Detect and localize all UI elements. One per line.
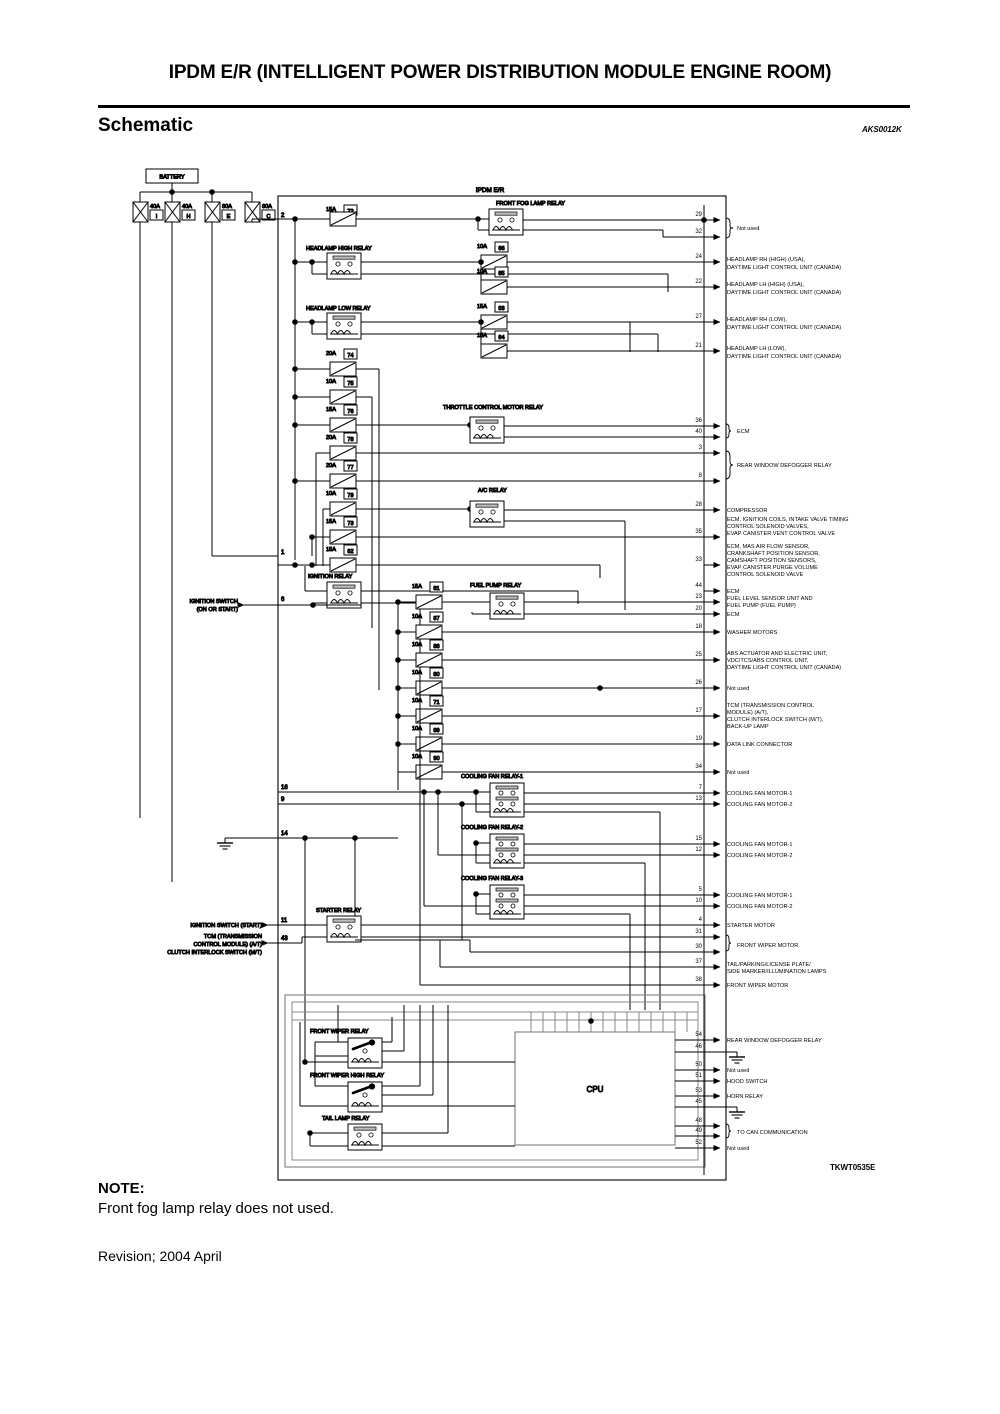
- output-label: COOLING FAN MOTOR-2: [727, 904, 793, 910]
- relay-label: HEADLAMP LOW RELAY: [306, 306, 371, 312]
- fuse-id: 73: [347, 521, 354, 527]
- output-label: CONTROL SOLENOID VALVES,: [727, 524, 809, 530]
- fuse-id: 78: [347, 437, 354, 443]
- pin-number: 20: [695, 606, 702, 612]
- fuse-id: 80: [433, 672, 440, 678]
- pin-number: 35: [695, 529, 702, 535]
- output-label: MODULE) (A/T),: [727, 710, 769, 716]
- pin-number: 8: [698, 473, 702, 479]
- output-label: TO CAN COMMUNICATION: [737, 1130, 808, 1136]
- fuse-rating: 20A: [326, 351, 336, 357]
- fuse-id: 74: [347, 353, 354, 359]
- output-label: DAYTIME LIGHT CONTROL UNIT (CANADA): [727, 325, 842, 331]
- fuse-rating: 10A: [412, 754, 422, 760]
- fuse-id: 82: [347, 549, 354, 555]
- output-label: Not used: [727, 770, 750, 776]
- pin-number: 33: [695, 557, 702, 563]
- output-label: CAMSHAFT POSITION SENSORS,: [727, 558, 817, 564]
- fuse-id: 83: [498, 306, 505, 312]
- fusible-link-rating: 80A: [262, 204, 272, 210]
- output-label: ECM: [727, 589, 740, 595]
- relay-label: FRONT FOG LAMP RELAY: [496, 201, 566, 207]
- output-label: EVAP CANISTER VENT CONTROL VALVE: [727, 531, 836, 537]
- input-label: IGNITION SWITCH: [189, 599, 238, 605]
- pin-number: 14: [281, 831, 288, 837]
- fusible-link-id: H: [186, 214, 191, 220]
- output-label: EVAP CANISTER PURGE VOLUME: [727, 565, 818, 571]
- pin-number: 9: [281, 797, 285, 803]
- fuse-rating: 15A: [412, 584, 422, 590]
- output-label: COOLING FAN MOTOR-1: [727, 842, 793, 848]
- relay-label: A/C RELAY: [478, 488, 507, 494]
- fuse-rating: 15A: [326, 547, 336, 553]
- output-label: COOLING FAN MOTOR-1: [727, 791, 793, 797]
- input-label: CLUTCH INTERLOCK SWITCH (M/T): [167, 950, 262, 956]
- output-label: DAYTIME LIGHT CONTROL UNIT (CANADA): [727, 290, 842, 296]
- output-label: HORN RELAY: [727, 1094, 763, 1100]
- fuse-id: 84: [498, 335, 505, 341]
- note-text: Front fog lamp relay does not used.: [98, 1200, 334, 1217]
- pin-number: 43: [281, 936, 288, 942]
- output-label: Not used: [727, 1068, 750, 1074]
- fuse-id: 81: [433, 586, 440, 592]
- output-label: CRANKSHAFT POSITION SENSOR,: [727, 551, 820, 557]
- pin-number: 36: [695, 418, 702, 424]
- relay-label: FUEL PUMP RELAY: [470, 583, 522, 589]
- output-label: DAYTIME LIGHT CONTROL UNIT (CANADA): [727, 354, 842, 360]
- input-label: (ON OR START): [196, 607, 238, 613]
- fusible-link-id: C: [266, 214, 271, 220]
- page-title: IPDM E/R (INTELLIGENT POWER DISTRIBUTION MODULE ENGINE ROOM): [168, 62, 832, 83]
- pin-number: 19: [695, 736, 702, 742]
- fusible-link-id: I: [155, 214, 158, 220]
- relay-label: STARTER RELAY: [316, 908, 362, 914]
- cpu-label: CPU: [586, 1085, 604, 1094]
- fuse-rating: 10A: [326, 379, 336, 385]
- pin-number: 51: [695, 1073, 702, 1079]
- pin-number: 52: [695, 1140, 702, 1146]
- output-label: ECM, IGNITION COILS, INTAKE VALVE TIMING: [727, 517, 849, 523]
- output-label: TCM (TRANSMISSION CONTROL: [727, 703, 815, 709]
- relay-label: FRONT WIPER HIGH RELAY: [310, 1073, 385, 1079]
- fuse-rating: 10A: [412, 614, 422, 620]
- fuse-rating: 15A: [326, 407, 336, 413]
- fuse-rating: 10A: [477, 244, 487, 250]
- battery-label: BATTERY: [159, 174, 185, 181]
- note-label: NOTE:: [98, 1180, 145, 1197]
- relay-label: HEADLAMP HIGH RELAY: [306, 246, 372, 252]
- fuse-id: 85: [498, 271, 505, 277]
- fuse-id: 75: [347, 381, 354, 387]
- output-label: FRONT WIPER MOTOR: [727, 983, 789, 989]
- relay-label: COOLING FAN RELAY-2: [461, 825, 524, 831]
- pin-number: 31: [695, 929, 702, 935]
- pin-number: 16: [281, 785, 288, 791]
- section-title: Schematic: [98, 115, 194, 136]
- fusible-link-rating: 40A: [182, 204, 192, 210]
- pin-number: 30: [695, 944, 702, 950]
- output-label: FUEL LEVEL SENSOR UNIT AND: [727, 596, 813, 602]
- pin-number: 22: [695, 279, 702, 285]
- relay-label: FRONT WIPER RELAY: [310, 1029, 369, 1035]
- input-label: IGNITION SWITCH (START): [190, 923, 262, 929]
- pin-number: 40: [695, 429, 702, 435]
- output-label: HEADLAMP LH (LOW),: [727, 346, 786, 352]
- pin-number: 13: [695, 796, 702, 802]
- pin-number: 44: [695, 583, 702, 589]
- output-label: FUEL PUMP (FUEL PUMP): [727, 603, 796, 609]
- output-label: SIDE MARKER/ILLUMINATION LAMPS: [727, 969, 827, 975]
- pin-number: 7: [698, 785, 702, 791]
- pin-number: 21: [695, 343, 702, 349]
- pin-number: 3: [698, 445, 702, 451]
- pin-number: 37: [695, 959, 702, 965]
- output-label: REAR WINDOW DEFOGGER RELAY: [727, 1038, 822, 1044]
- pin-number: 28: [695, 502, 702, 508]
- output-label: ABS ACTUATOR AND ELECTRIC UNIT,: [727, 651, 828, 657]
- output-label: VDC/TCS/ABS CONTROL UNIT,: [727, 658, 809, 664]
- ipdm-label: IPDM E/R: [475, 187, 505, 194]
- output-label: COOLING FAN MOTOR-1: [727, 893, 793, 899]
- relay-label: COOLING FAN RELAY-3: [461, 876, 524, 882]
- pin-number: 49: [695, 1128, 702, 1134]
- input-label: TCM (TRANSMISSION: [203, 934, 262, 940]
- fuse-rating: 15A: [326, 519, 336, 525]
- output-label: DAYTIME LIGHT CONTROL UNIT (CANADA): [727, 265, 842, 271]
- output-label: WASHER MOTORS: [727, 630, 778, 636]
- output-label: Not used: [727, 1146, 750, 1152]
- output-label: COMPRESSOR: [727, 508, 768, 514]
- fuse-id: 71: [433, 700, 440, 706]
- pin-number: 2: [281, 213, 285, 219]
- fuse-rating: 10A: [412, 642, 422, 648]
- pin-number: 5: [698, 887, 702, 893]
- fuse-id: 89: [433, 728, 440, 734]
- output-label: ECM, MAS AIR FLOW SENSOR,: [727, 544, 810, 550]
- fuse-id: 90: [433, 756, 440, 762]
- output-label: HOOD SWITCH: [727, 1079, 768, 1085]
- fuse-id: 76: [347, 409, 354, 415]
- output-label: HEADLAMP RH (LOW),: [727, 317, 787, 323]
- section-code: AKS0012K: [862, 125, 902, 134]
- pin-number: 32: [695, 229, 702, 235]
- pin-number: 18: [695, 624, 702, 630]
- output-label: Not used: [737, 226, 760, 232]
- fuse-rating: 15A: [477, 333, 487, 339]
- fuse-id: 77: [347, 465, 354, 471]
- output-label: CLUTCH INTERLOCK SWITCH (M/T),: [727, 717, 824, 723]
- fuse-rating: 20A: [326, 435, 336, 441]
- output-label: HEADLAMP LH (HIGH) (USA),: [727, 282, 804, 288]
- pin-number: 4: [698, 917, 702, 923]
- relay-label: THROTTLE CONTROL MOTOR RELAY: [443, 405, 543, 411]
- pin-number: 38: [695, 977, 702, 983]
- pin-number: 46: [695, 1044, 702, 1050]
- fuse-rating: 15A: [477, 304, 487, 310]
- pin-number: 24: [695, 254, 702, 260]
- output-label: FRONT WIPER MOTOR: [737, 943, 799, 949]
- pin-number: 34: [695, 764, 702, 770]
- pin-number: 25: [695, 652, 702, 658]
- pin-number: 6: [281, 597, 285, 603]
- pin-number: 15: [695, 836, 702, 842]
- pin-number: 1: [281, 550, 285, 556]
- pin-number: 11: [281, 918, 288, 924]
- fusible-link-id: E: [226, 214, 231, 220]
- output-label: CONTROL SOLENOID VALVE: [727, 572, 804, 578]
- pin-number: 10: [695, 898, 702, 904]
- fuse-rating: 10A: [412, 726, 422, 732]
- output-label: BACK-UP LAMP: [727, 724, 769, 730]
- output-label: TAIL/PARKING/LICENSE PLATE/: [727, 962, 811, 968]
- pin-number: 50: [695, 1062, 702, 1068]
- fuse-id: 86: [498, 246, 505, 252]
- output-label: ECM: [727, 612, 740, 618]
- output-label: STARTER MOTOR: [727, 923, 775, 929]
- output-label: Not used: [727, 686, 750, 692]
- fuse-rating: 15A: [326, 207, 336, 213]
- fuse-id: 87: [433, 616, 440, 622]
- fuse-id: 88: [433, 644, 440, 650]
- pin-number: 12: [695, 847, 702, 853]
- output-label: ECM: [737, 429, 750, 435]
- fuse-rating: 10A: [412, 698, 422, 704]
- revision-text: Revision; 2004 April: [98, 1248, 222, 1264]
- output-label: HEADLAMP RH (HIGH) (USA),: [727, 257, 805, 263]
- fuse-rating: 10A: [477, 269, 487, 275]
- relay-label: TAIL LAMP RELAY: [322, 1116, 370, 1122]
- pin-number: 45: [695, 1099, 702, 1105]
- output-label: DATA LINK CONNECTOR: [727, 742, 793, 748]
- input-label: CONTROL MODULE) (A/T): [193, 942, 262, 948]
- relay-label: COOLING FAN RELAY-1: [461, 774, 524, 780]
- output-label: REAR WINDOW DEFOGGER RELAY: [737, 463, 832, 469]
- relay-label: IGNITION RELAY: [308, 574, 353, 580]
- pin-number: 23: [695, 594, 702, 600]
- pin-number: 17: [695, 708, 702, 714]
- fusible-link-rating: 40A: [150, 204, 160, 210]
- pin-number: 54: [695, 1032, 702, 1038]
- fuse-rating: 10A: [412, 670, 422, 676]
- pin-number: 48: [695, 1118, 702, 1124]
- fuse-rating: 20A: [326, 463, 336, 469]
- output-label: COOLING FAN MOTOR-2: [727, 853, 793, 859]
- fusible-link-rating: 80A: [222, 204, 232, 210]
- figure-code: TKWT0535E: [830, 1163, 876, 1172]
- pin-number: 53: [695, 1088, 702, 1094]
- output-label: DAYTIME LIGHT CONTROL UNIT (CANADA): [727, 665, 842, 671]
- fuse-id: 79: [347, 493, 354, 499]
- pin-number: 29: [695, 212, 702, 218]
- fuse-id: 72: [347, 209, 354, 215]
- pin-number: 27: [695, 314, 702, 320]
- fuse-rating: 10A: [326, 491, 336, 497]
- output-label: COOLING FAN MOTOR-2: [727, 802, 793, 808]
- pin-number: 26: [695, 680, 702, 686]
